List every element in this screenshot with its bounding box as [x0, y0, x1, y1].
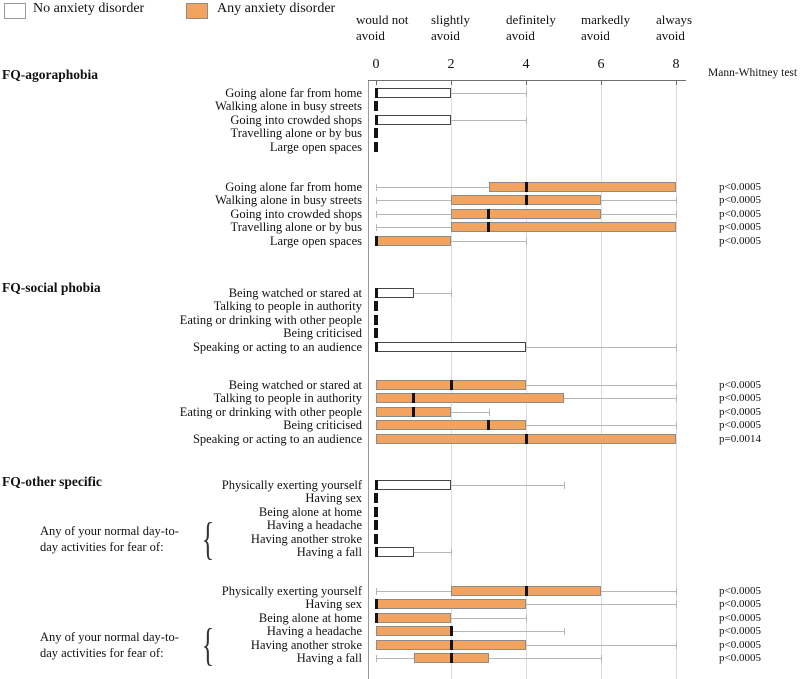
whisker-left [376, 214, 451, 215]
whisker-cap-left [376, 655, 377, 662]
box [376, 547, 414, 557]
whisker-cap-right [526, 90, 527, 97]
whisker-right [451, 485, 564, 486]
item-label: Travelling alone or by bus [230, 220, 362, 235]
median-line [487, 209, 490, 219]
box [376, 626, 451, 636]
p-value: p<0.0005 [719, 392, 761, 405]
whisker-right [526, 385, 676, 386]
gridline [601, 80, 602, 679]
item-label: Being watched or stared at [228, 286, 362, 300]
whisker-right [451, 631, 564, 632]
median-line [375, 88, 378, 98]
legend-label-any-anxiety: Any anxiety disorder [217, 1, 336, 16]
legend-label-no-anxiety: No anxiety disorder [33, 1, 145, 16]
item-label: Being criticised [283, 326, 362, 341]
x-axis-line [368, 80, 686, 81]
median-line [375, 480, 378, 490]
box [489, 182, 677, 192]
box [376, 480, 451, 490]
plot-left-border [368, 80, 369, 679]
whisker-cap-left [376, 211, 377, 218]
median-line [374, 128, 378, 138]
item-label: Talking to people in authority [213, 391, 362, 406]
item-label: Large open spaces [269, 233, 362, 248]
median-line [375, 342, 378, 352]
item-label: Talking to people in authority [213, 299, 362, 314]
median-line [374, 534, 378, 544]
whisker-right [526, 645, 676, 646]
whisker-right [526, 604, 676, 605]
median-line [374, 142, 378, 152]
item-label: Having sex [305, 491, 362, 506]
item-label: Eating or drinking with other people [179, 404, 362, 419]
box [376, 115, 451, 125]
p-value: p<0.0005 [719, 652, 761, 664]
median-line [375, 547, 378, 557]
axis-scale-label-1: slightly avoid [431, 12, 471, 43]
whisker-cap-right [676, 395, 677, 402]
whisker-right [414, 552, 452, 553]
whisker-right [526, 425, 676, 426]
whisker-right [451, 618, 526, 619]
whisker-cap-right [676, 344, 677, 351]
p-value: p<0.0005 [719, 234, 761, 247]
whisker-cap-right [526, 615, 527, 622]
whisker-cap-right [451, 549, 452, 556]
median-line [374, 520, 378, 530]
axis-scale-label-3: markedly avoid [581, 12, 631, 43]
x-axis-tick [526, 80, 527, 85]
median-line [374, 315, 378, 325]
box [376, 288, 414, 298]
annotation-line: Any of your normal day-to- [40, 523, 179, 538]
annotation-line: Any of your normal day-to- [40, 629, 179, 644]
annotation-line: day activities for fear of: [40, 646, 164, 661]
box [376, 342, 526, 352]
median-line [525, 182, 528, 192]
whisker-cap-right [451, 290, 452, 297]
median-line [487, 222, 490, 232]
item-label: Travelling alone or by bus [230, 126, 362, 141]
p-value: p<0.0005 [719, 638, 761, 651]
whisker-right [526, 347, 676, 348]
x-tick-label: 2 [447, 57, 455, 72]
item-label: Physically exerting yourself [221, 584, 362, 598]
whisker-cap-left [376, 224, 377, 231]
item-label: Being criticised [283, 418, 362, 433]
box [376, 393, 564, 403]
whisker-cap-right [526, 238, 527, 245]
whisker-left [376, 591, 451, 592]
item-label: Going alone far from home [225, 180, 362, 194]
item-label: Being alone at home [258, 610, 362, 625]
whisker-right [601, 214, 676, 215]
item-label: Speaking or acting to an audience [192, 339, 362, 354]
whisker-cap-right [676, 642, 677, 649]
median-line [374, 507, 378, 517]
p-value: p<0.0005 [719, 625, 761, 638]
p-value: p<0.0005 [719, 221, 761, 234]
item-label: Large open spaces [269, 139, 362, 154]
whisker-cap-left [376, 184, 377, 191]
section-title-other-specific: FQ-other specific [2, 474, 102, 489]
box [376, 599, 526, 609]
median-line [525, 586, 528, 596]
whisker-left [376, 658, 414, 659]
whisker-right [489, 658, 602, 659]
box [451, 222, 676, 232]
item-label: Being alone at home [258, 504, 362, 519]
median-line [374, 493, 378, 503]
item-label: Eating or drinking with other people [179, 312, 362, 327]
whisker-cap-right [601, 655, 602, 662]
whisker-cap-right [676, 382, 677, 389]
whisker-right [451, 241, 526, 242]
item-label: Having sex [305, 597, 362, 612]
p-value: p<0.0005 [719, 585, 761, 597]
item-label: Going into crowded shops [230, 206, 362, 221]
box [376, 420, 526, 430]
item-label: Going into crowded shops [230, 112, 362, 127]
median-line [374, 101, 378, 111]
whisker-cap-right [676, 211, 677, 218]
legend-swatch-any-anxiety [186, 3, 208, 19]
axis-scale-label-2: definitely avoid [506, 12, 556, 43]
whisker-cap-right [676, 422, 677, 429]
annotation-brace: { [201, 513, 215, 565]
axis-scale-label-0: would not avoid [356, 12, 409, 43]
median-line [525, 434, 528, 444]
whisker-left [376, 200, 451, 201]
median-line [450, 640, 453, 650]
x-tick-label: 0 [372, 57, 380, 72]
p-value: p<0.0005 [719, 611, 761, 624]
median-line [412, 393, 415, 403]
x-tick-label: 4 [522, 57, 530, 72]
median-line [487, 420, 490, 430]
whisker-cap-right [676, 197, 677, 204]
item-label: Walking alone in busy streets [215, 99, 362, 114]
whisker-left [376, 187, 489, 188]
p-value: p<0.0005 [719, 181, 761, 193]
median-line [450, 653, 453, 663]
p-value: p<0.0005 [719, 194, 761, 207]
annotation-line: day activities for fear of: [40, 540, 164, 555]
whisker-right [451, 412, 489, 413]
whisker-right [601, 591, 676, 592]
stat-column-header: Mann-Whitney test [708, 67, 798, 79]
section-title-social-phobia: FQ-social phobia [2, 280, 101, 295]
item-label: Physically exerting yourself [221, 478, 362, 492]
item-label: Having another stroke [250, 637, 362, 652]
median-line [374, 301, 378, 311]
whisker-left [376, 227, 451, 228]
whisker-right [451, 120, 526, 121]
whisker-right [564, 398, 677, 399]
median-line [450, 380, 453, 390]
whisker-right [414, 293, 452, 294]
median-line [375, 236, 378, 246]
median-line [450, 626, 453, 636]
box [376, 236, 451, 246]
section-title-agoraphobia: FQ-agoraphobia [2, 67, 99, 82]
p-value: p=0.0014 [719, 432, 761, 445]
item-label: Having a headache [266, 518, 362, 533]
median-line [375, 288, 378, 298]
annotation-brace: { [201, 619, 215, 671]
legend-swatch-no-anxiety [4, 3, 26, 19]
axis-scale-label-4: always avoid [656, 12, 693, 43]
whisker-cap-right [564, 628, 565, 635]
whisker-cap-right [564, 482, 565, 489]
x-axis-tick [601, 80, 602, 85]
p-value: p<0.0005 [719, 405, 761, 418]
median-line [375, 599, 378, 609]
box [451, 209, 601, 219]
box [376, 613, 451, 623]
p-value: p<0.0005 [719, 598, 761, 611]
item-label: Having a headache [266, 624, 362, 639]
item-label: Having a fall [296, 545, 362, 559]
item-label: Having a fall [296, 651, 362, 665]
median-line [375, 613, 378, 623]
x-tick-label: 6 [597, 57, 605, 72]
p-value: p<0.0005 [719, 379, 761, 391]
x-axis-tick [451, 80, 452, 85]
whisker-cap-left [376, 588, 377, 595]
item-label: Speaking or acting to an audience [192, 431, 362, 446]
p-value: p<0.0005 [719, 207, 761, 220]
whisker-cap-right [489, 409, 490, 416]
item-label: Having another stroke [250, 531, 362, 546]
item-label: Going alone far from home [225, 86, 362, 100]
whisker-cap-right [526, 117, 527, 124]
whisker-right [601, 200, 676, 201]
item-label: Being watched or stared at [228, 378, 362, 392]
x-axis-tick [376, 80, 377, 85]
whisker-cap-right [676, 588, 677, 595]
box [376, 88, 451, 98]
median-line [412, 407, 415, 417]
x-tick-label: 8 [672, 57, 680, 72]
p-value: p<0.0005 [719, 419, 761, 432]
x-axis-tick [676, 80, 677, 85]
median-line [374, 328, 378, 338]
median-line [375, 115, 378, 125]
median-line [525, 195, 528, 205]
item-label: Walking alone in busy streets [215, 193, 362, 208]
whisker-cap-right [676, 601, 677, 608]
whisker-right [451, 93, 526, 94]
whisker-cap-left [376, 197, 377, 204]
